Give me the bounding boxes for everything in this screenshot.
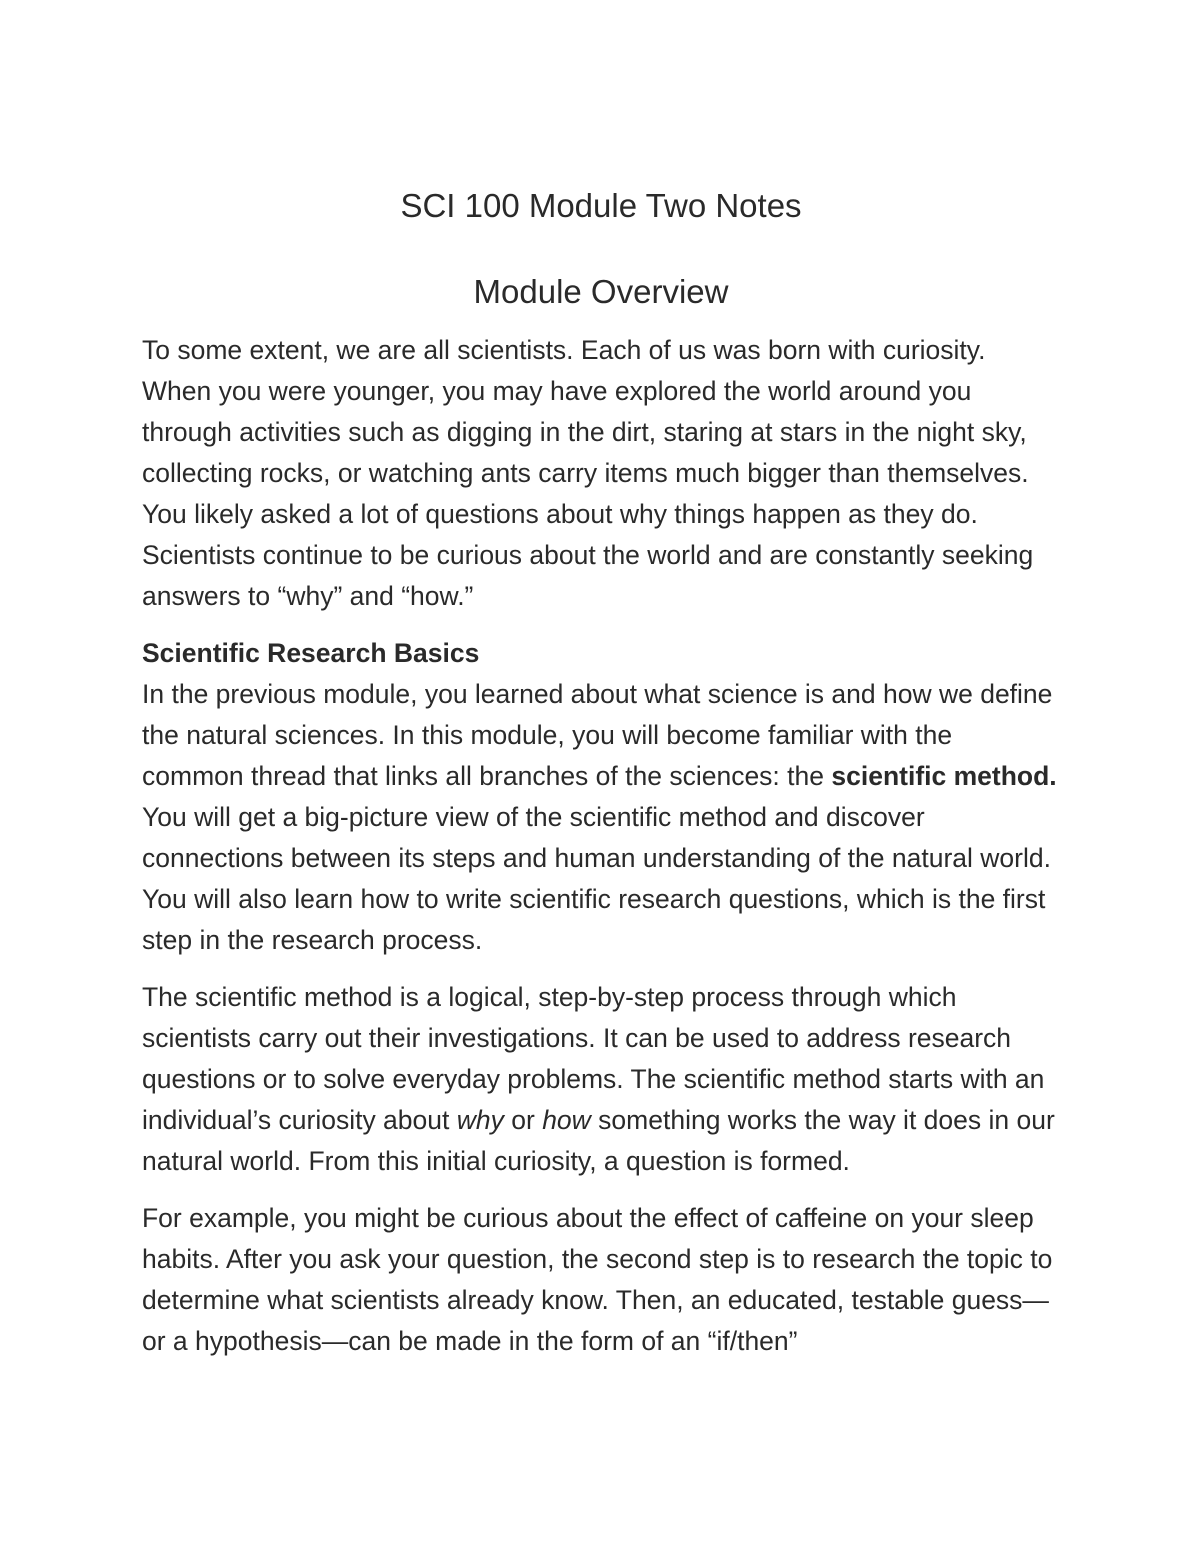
paragraph-text: The scientific method is a logical, step-by-step process through which scientists carry out their investigations. It can be used to address research questions or to solve everyday problems. The scientific method starts with an individual’s curiosity about [142,982,1045,1135]
paragraph-example: For example, you might be curious about the effect of caffeine on your sleep habits. After you ask your question, the second step is to research the topic to determine what scientists already know. Then, an educated, testable guess—or a hypothesis—can be made in the form of an “if/then” [142,1203,1053,1356]
paragraph-text: In the previous module, you learned about what science is and how we define the natural sciences. In this module, you will become familiar with the common thread that links all branches of the sciences: the [142,679,1053,791]
italic-word-why: why [456,1105,504,1135]
section-heading-research-basics: Scientific Research Basics [142,638,480,668]
paragraph-scientific-method [142,977,1060,1182]
italic-word-how: how [542,1105,591,1135]
bold-term-scientific-method: scientific method. [831,761,1057,791]
paragraph-text: You will get a big-picture view of the scientific method and discover connections between its steps and human understanding of the natural world. You will also learn how to write scientific research questions, which is the first step in the research process. [142,802,1051,955]
document-body [142,330,1060,1378]
paragraph-text: something works the way it does in our natural world. From this initial curiosity, a question is formed. [142,1105,1055,1176]
document-title: SCI 100 Module Two Notes [400,187,802,224]
section-title-module-overview: Module Overview [473,273,729,310]
paragraph-text: or [503,1105,543,1135]
paragraph-intro: To some extent, we are all scientists. Each of us was born with curiosity. When you were younger, you may have explored the world around you through activities such as digging in the dirt, staring at stars in the night sky, collecting rocks, or watching ants carry items much bigger than themselves. You likely asked a lot of questions about why things happen as they do. Scientists continue to be curious about the world and are constantly seeking answers to “why” and “how.” [142,335,1034,611]
paragraph-research-basics [142,633,1060,961]
